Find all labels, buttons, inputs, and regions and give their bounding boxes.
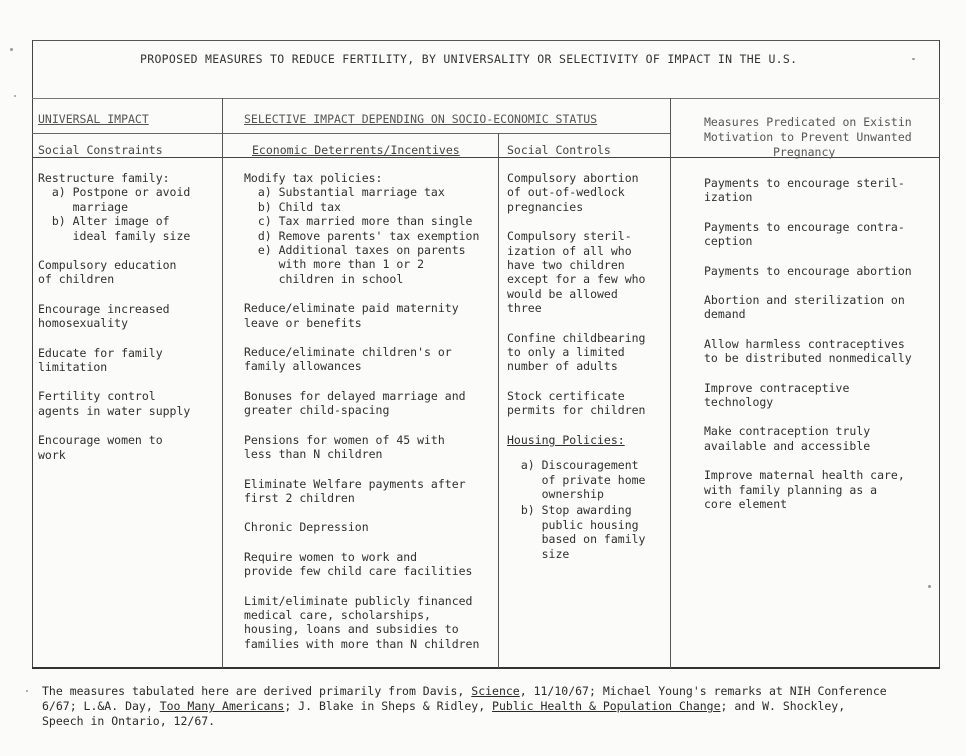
- list-item: Payments to encourage steril- ization: [704, 176, 905, 205]
- scan-speck: [928, 585, 931, 588]
- footnote-line-1: The measures tabulated here are derived primarily from Davis, Science, 11/10/67; Michael Young's remarks at NIH Conference: [42, 684, 887, 698]
- list-item: Allow harmless contraceptives to be distributed nonmedically: [704, 336, 912, 366]
- list-item: Restructure family: a) Postpone or avoid marriage b) Alter image of ideal family size: [38, 171, 191, 243]
- frame-left-border: [32, 40, 33, 668]
- list-item: Limit/eliminate publicly financed medical care, scholarships, housing, loans and subsidies to families with more than N children: [244, 593, 480, 651]
- document-title: PROPOSED MEASURES TO REDUCE FERTILITY, BY UNIVERSALITY OR SELECTIVITY OF IMPACT IN THE U.S.: [140, 52, 798, 66]
- frame-bottom-border: [32, 667, 940, 669]
- column-motivation-measures: [704, 176, 936, 527]
- header-motivation-line2: Motivation to Prevent Unwanted: [704, 130, 912, 144]
- list-item: a) Discouragement of private home ownership: [507, 458, 646, 501]
- column-divider-1: [222, 98, 223, 668]
- subheader-economic-deterrents: Economic Deterrents/Incentives: [252, 143, 460, 157]
- housing-policies-heading: Housing Policies:: [507, 432, 625, 447]
- list-item: Payments to encourage contra- ception: [704, 219, 905, 249]
- list-item: Payments to encourage abortion: [704, 263, 912, 278]
- scan-speck: [26, 690, 28, 692]
- list-item: Reduce/eliminate children's or family allowances: [244, 345, 452, 374]
- list-item: Fertility control agents in water supply: [38, 389, 191, 418]
- scan-speck: [14, 95, 16, 97]
- footnote: [42, 684, 942, 729]
- list-item: Chronic Depression: [244, 520, 369, 535]
- footnote-line-2: 6/67; L.&A. Day, Too Many Americans; J. Blake in Sheps & Ridley, Public Health & Population Change; and W. Shockley,: [42, 699, 846, 713]
- list-item: Compulsory education of children: [38, 258, 177, 287]
- column-economic-deterrents: [244, 171, 498, 666]
- housing-policies-list: [507, 458, 667, 561]
- list-item: Improve contraceptive technology: [704, 380, 850, 410]
- frame-right-border: [939, 40, 940, 668]
- list-item: Make contraception truly available and accessible: [704, 424, 871, 453]
- header-motivation-line3: Pregnancy: [773, 145, 836, 159]
- scan-speck: [912, 58, 915, 60]
- list-item: Confine childbearing to only a limited number of adults: [507, 330, 646, 374]
- list-item: Stock certificate permits for children: [507, 388, 646, 418]
- list-item: Require women to work and provide few child care facilities: [244, 549, 473, 579]
- frame-top-border: [32, 40, 940, 41]
- list-item: Eliminate Welfare payments after first 2 children: [244, 476, 466, 505]
- list-item: Abortion and sterilization on demand: [704, 293, 905, 322]
- group-header-rule: [32, 133, 670, 134]
- header-universal-impact: UNIVERSAL IMPACT: [38, 112, 149, 126]
- list-item: Educate for family limitation: [38, 345, 163, 375]
- list-item: Encourage women to work: [38, 433, 163, 462]
- list-item: Improve maternal health care, with family planning as a core element: [704, 468, 905, 512]
- header-motivation-line1: Measures Predicated on Existin: [704, 115, 912, 129]
- list-item: Bonuses for delayed marriage and greater child-spacing: [244, 388, 466, 418]
- subheader-social-controls: Social Controls: [507, 143, 611, 157]
- header-top-rule: [32, 98, 940, 99]
- footnote-line-3: Speech in Ontario, 12/67.: [42, 714, 216, 728]
- list-item: Encourage increased homosexuality: [38, 301, 170, 331]
- header-selective-impact: SELECTIVE IMPACT DEPENDING ON SOCIO-ECONOMIC STATUS: [244, 112, 598, 126]
- list-item: Modify tax policies: a) Substantial marriage tax b) Child tax c) Tax married more than single d) Remove parents' tax exemption e) Additional taxes on parents with more than 1 or 2 children in school: [244, 171, 480, 286]
- column-social-controls: [507, 171, 667, 561]
- list-item: Compulsory steril- ization of all who have two children except for a few who would be allowed three: [507, 229, 646, 316]
- list-item: Compulsory abortion of out-of-wedlock pregnancies: [507, 171, 639, 214]
- subheader-social-constraints: Social Constraints: [38, 143, 163, 157]
- list-item: Pensions for women of 45 with less than N children: [244, 432, 445, 462]
- list-item: Reduce/eliminate paid maternity leave or benefits: [244, 301, 459, 330]
- column-divider-3: [670, 98, 671, 668]
- scan-speck: [10, 48, 13, 51]
- column-divider-2: [498, 133, 499, 668]
- list-item: b) Stop awarding public housing based on family size: [507, 503, 646, 561]
- column-social-constraints: [38, 171, 218, 477]
